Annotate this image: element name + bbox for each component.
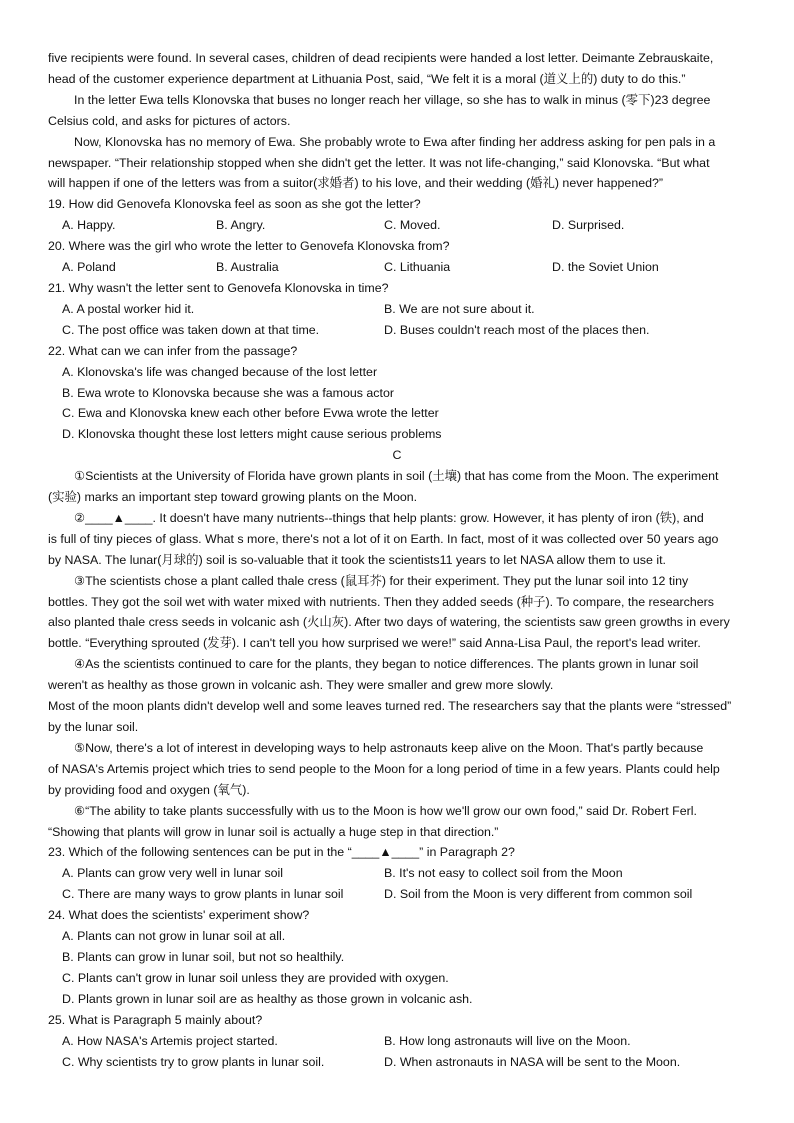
paragraph-2: is full of tiny pieces of glass. What s more, there's not a lot of it on Earth. In fact, most of it was collected over 50 years ago [48,531,719,546]
option-c: C. Moved. [384,218,441,233]
question-stem: 24. What does the scientists' experiment show? [48,908,310,923]
paragraph-3: bottle. “Everything sprouted (发芽). I can't tell you how surprised we were!” said Anna-Lisa Paul, the report's lead writer. [48,636,701,651]
question-stem: 25. What is Paragraph 5 mainly about? [48,1012,263,1027]
option-a: A. Klonovska's life was changed because of the lost letter [62,364,378,379]
option-row [48,299,746,320]
question-23 [48,842,746,905]
paragraph-4: weren't as healthy as those grown in volcanic ash. They were smaller and grew more slowly. [48,678,554,693]
option-row [48,320,746,341]
option-d: D. Buses couldn't reach most of the places then. [384,322,650,337]
question-stem: 19. How did Genovefa Klonovska feel as soon as she got the letter? [48,197,421,212]
paragraph-4: Most of the moon plants didn't develop well and some leaves turned red. The researchers say that the plants were “stressed” [48,699,732,714]
option-d: D. Soil from the Moon is very different from common soil [384,887,693,902]
paragraph-6: ⑥“The ability to take plants successfully with us to the Moon is how we'll grow our own food,” said Dr. Robert Ferl. [74,803,697,818]
option-d: D. Surprised. [552,218,625,233]
option-d: D. the Soviet Union [552,260,659,275]
passage-line: will happen if one of the letters was from a suitor(求婚者) to his love, and their wedding (婚礼) never happened?” [48,176,664,191]
paragraph-2: ②____▲____. It doesn't have many nutrients--things that help plants: grow. However, it has plenty of iron (铁), and [74,510,704,525]
option-d: D. Klonovska thought these lost letters might cause serious problems [62,427,442,442]
option-row [48,884,746,905]
option-c: C. Ewa and Klonovska knew each other before Evwa wrote the letter [62,406,439,421]
passage-line: head of the customer experience department at Lithuania Post, said, “We felt it is a moral (道义上的) duty to do this.” [48,71,686,86]
paragraph-2: by NASA. The lunar(月球的) soil is so-valuable that it took the scientists11 years to let NASA allow them to use it. [48,552,666,567]
question-stem: 23. Which of the following sentences can be put in the “____▲____” in Paragraph 2? [48,845,515,860]
question-19 [48,194,746,236]
option-b: B. Plants can grow in lunar soil, but not so healthily. [62,949,345,964]
option-b: B. How long astronauts will live on the Moon. [384,1033,631,1048]
option-b: B. We are not sure about it. [384,301,535,316]
question-stem: 20. Where was the girl who wrote the letter to Genovefa Klonovska from? [48,239,450,254]
section-c-title: C [392,448,402,463]
paragraph-5: ⑤Now, there's a lot of interest in developing ways to help astronauts keep alive on the Moon. That's partly because [74,740,704,755]
question-25 [48,1010,746,1073]
option-row [48,215,746,236]
option-row [48,863,746,884]
question-20 [48,236,746,278]
question-22 [48,341,746,446]
option-c: C. Lithuania [384,260,451,275]
exam-page [48,48,746,1072]
passage-line: Celsius cold, and asks for pictures of actors. [48,113,291,128]
paragraph-3: also planted thale cress seeds in volcanic ash (火山灰). After two days of watering, the scientists saw green growths in every [48,615,730,630]
option-d: D. When astronauts in NASA will be sent to the Moon. [384,1054,681,1069]
passage-line: In the letter Ewa tells Klonovska that buses no longer reach her village, so she has to walk in minus (零下)23 degree [74,92,711,107]
option-b: B. Angry. [216,218,266,233]
option-b: B. Australia [216,260,279,275]
paragraph-4: ④As the scientists continued to care for the plants, they began to notice differences. The plants grown in lunar soil [74,657,699,672]
option-b: B. Ewa wrote to Klonovska because she was a famous actor [62,385,394,400]
option-a: A. How NASA's Artemis project started. [62,1033,278,1048]
paragraph-3: bottles. They got the soil wet with water mixed with nutrients. Then they added seeds (种子). To compare, the researchers [48,594,714,609]
passage-c [48,466,746,842]
passage-b-tail [48,48,746,194]
paragraph-4: by the lunar soil. [48,720,139,734]
option-a: A. A postal worker hid it. [62,301,195,316]
option-c: C. The post office was taken down at that time. [62,322,320,337]
option-b: B. It's not easy to collect soil from the Moon [384,866,623,881]
question-24 [48,905,746,1010]
option-row [48,1031,746,1052]
paragraph-5: by providing food and oxygen (氧气). [48,782,250,797]
option-c: C. Why scientists try to grow plants in lunar soil. [62,1054,325,1069]
question-stem: 21. Why wasn't the letter sent to Genovefa Klonovska in time? [48,280,389,295]
paragraph-1: (实验) marks an important step toward growing plants on the Moon. [48,490,418,505]
option-c: C. There are many ways to grow plants in lunar soil [62,887,344,902]
paragraph-3: ③The scientists chose a plant called thale cress (鼠耳芥) for their experiment. They put the lunar soil into 12 tiny [74,573,689,588]
passage-line: Now, Klonovska has no memory of Ewa. She probably wrote to Ewa after finding her address asking for pen pals in a [74,134,716,149]
option-a: A. Plants can grow very well in lunar soil [62,866,284,881]
option-d: D. Plants grown in lunar soil are as healthy as those grown in volcanic ash. [62,991,473,1006]
option-a: A. Happy. [62,218,116,233]
passage-line: newspaper. “Their relationship stopped when she didn't get the letter. It was not life-changing,” said Klonovska. “But what [48,155,710,170]
paragraph-1: ①Scientists at the University of Florida have grown plants in soil (土壤) that has come from the Moon. The experiment [74,469,719,484]
paragraph-6: “Showing that plants will grow in lunar soil is actually a huge step in that direction.” [48,824,499,839]
passage-line: five recipients were found. In several cases, children of dead recipients were handed a lost letter. Deimante Zebrauskaite, [48,51,714,65]
option-c: C. Plants can't grow in lunar soil unless they are provided with oxygen. [62,970,449,985]
question-stem: 22. What can we can infer from the passage? [48,343,298,358]
paragraph-5: of NASA's Artemis project which tries to send people to the Moon for a long period of time in a few years. Plants could help [48,761,720,776]
option-a: A. Poland [62,260,116,275]
option-row [48,1052,746,1073]
option-row [48,257,746,278]
option-a: A. Plants can not grow in lunar soil at all. [62,929,286,944]
question-21 [48,278,746,341]
